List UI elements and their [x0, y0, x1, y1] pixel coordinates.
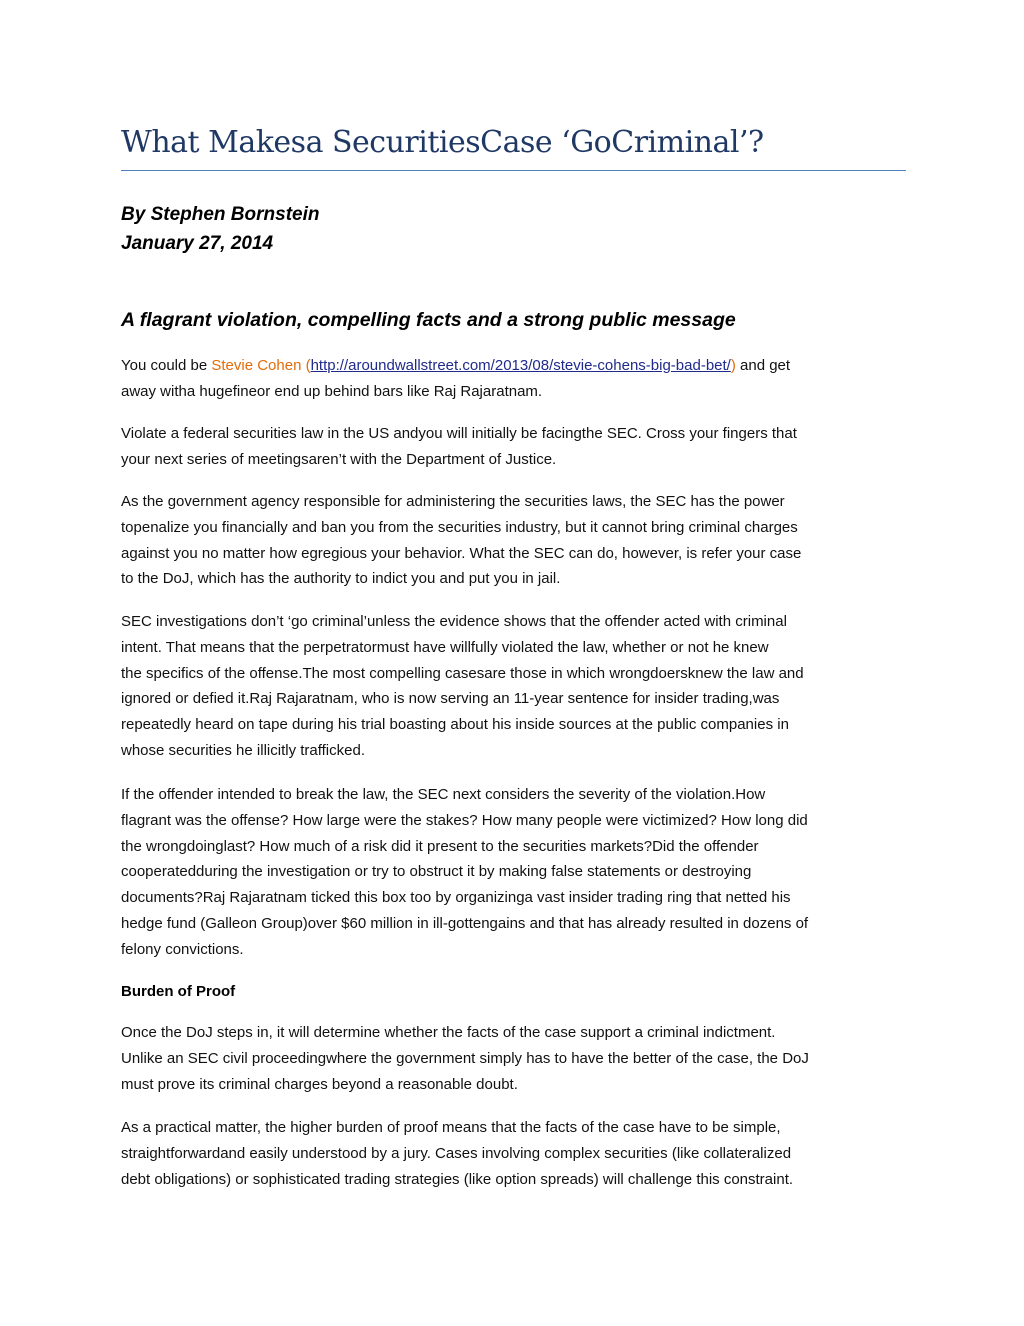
paragraph-line: felony convictions.	[121, 940, 244, 958]
paragraph-line: hedge fund (Galleon Group)over $60 million in ill-gottengains and that has already resulted in dozens of	[121, 914, 809, 932]
paragraph-line: debt obligations) or sophisticated trading strategies (like option spreads) will challenge this constraint.	[121, 1170, 794, 1188]
subheading: A flagrant violation, compelling facts and a strong public message	[121, 309, 736, 331]
paragraph-line: SEC investigations don’t ‘go criminal’unless the evidence shows that the offender acted with criminal	[121, 613, 787, 630]
paragraph-line: ignored or defied it.Raj Rajaratnam, who is now serving an 11-year sentence for insider trading,was	[121, 690, 780, 708]
paragraph-line: the wrongdoinglast? How much of a risk did it present to the securities markets?Did the offender	[121, 837, 759, 855]
author: By Stephen Bornstein	[121, 204, 320, 225]
paragraph-line: straightforwardand easily understood by a jury. Cases involving complex securities (like collateralized	[121, 1144, 792, 1162]
stevie-cohen-name: Stevie Cohen	[211, 357, 302, 374]
paragraph-line: intent. That means that the perpetratormust have willfully violated the law, whether or not he knew	[121, 638, 769, 656]
paren-close: )	[730, 357, 736, 374]
intro-text: You could be	[121, 357, 212, 374]
paragraph-1	[121, 353, 911, 405]
paragraph-line: must prove its criminal charges beyond a reasonable doubt.	[121, 1075, 518, 1093]
title-divider	[121, 170, 906, 171]
paragraph-line: repeatedly heard on tape during his trial boasting about his inside sources at the public companies in	[121, 716, 789, 734]
paragraph-line: whose securities he illicitly trafficked.	[121, 741, 365, 759]
paragraph-line: cooperatedduring the investigation or try to obstruct it by making false statements or destroying	[121, 863, 752, 881]
document-title: What Makesa SecuritiesCase ‘GoCriminal’?	[121, 125, 764, 160]
paragraph-4	[121, 609, 911, 764]
paragraph-6	[121, 1020, 911, 1097]
paren-open: (	[301, 357, 311, 374]
paragraph-line: the specifics of the offense.The most compelling casesare those in which wrongdoersknew the law and	[121, 664, 804, 682]
paragraph-line: flagrant was the offense? How large were the stakes? How many people were victimized? How long did	[121, 811, 808, 829]
paragraph-line: against you no matter how egregious your behavior. What the SEC can do, however, is refer your case	[121, 544, 802, 562]
paragraph-line: Unlike an SEC civil proceedingwhere the government simply has to have the better of the case, the DoJ	[121, 1049, 809, 1067]
byline	[121, 200, 319, 258]
paragraph-line: Once the DoJ steps in, it will determine whether the facts of the case support a criminal indictment.	[121, 1024, 776, 1041]
paragraph-1-line-1	[121, 353, 911, 379]
paragraph-line: As the government agency responsible for administering the securities laws, the SEC has the power	[121, 493, 785, 510]
publication-date: January 27, 2014	[121, 233, 274, 254]
paragraph-line: your next series of meetingsaren’t with the Department of Justice.	[121, 450, 557, 468]
paragraph-2	[121, 421, 911, 473]
section-heading-burden-of-proof: Burden of Proof	[121, 983, 236, 1000]
paragraph-line: As a practical matter, the higher burden of proof means that the facts of the case have to be simple,	[121, 1119, 781, 1136]
paragraph-5	[121, 782, 911, 963]
paragraph-line: Violate a federal securities law in the US andyou will initially be facingthe SEC. Cross your fingers that	[121, 425, 797, 442]
paragraph-3	[121, 489, 911, 592]
paragraph-1-line-2: away witha hugefineor end up behind bars like Raj Rajaratnam.	[121, 382, 543, 400]
paragraph-line: If the offender intended to break the law, the SEC next considers the severity of the violation.How	[121, 786, 766, 803]
paragraph-line: to the DoJ, which has the authority to indict you and put you in jail.	[121, 570, 561, 588]
paragraph-line: documents?Raj Rajaratnam ticked this box too by organizinga vast insider trading ring that netted his	[121, 889, 791, 907]
intro-text-end: and get	[735, 357, 791, 374]
paragraph-7	[121, 1115, 911, 1192]
article-link[interactable]: http://aroundwallstreet.com/2013/08/stevie-cohens-big-bad-bet/	[310, 357, 731, 374]
paragraph-line: topenalize you financially and ban you from the securities industry, but it cannot bring criminal charges	[121, 518, 798, 536]
